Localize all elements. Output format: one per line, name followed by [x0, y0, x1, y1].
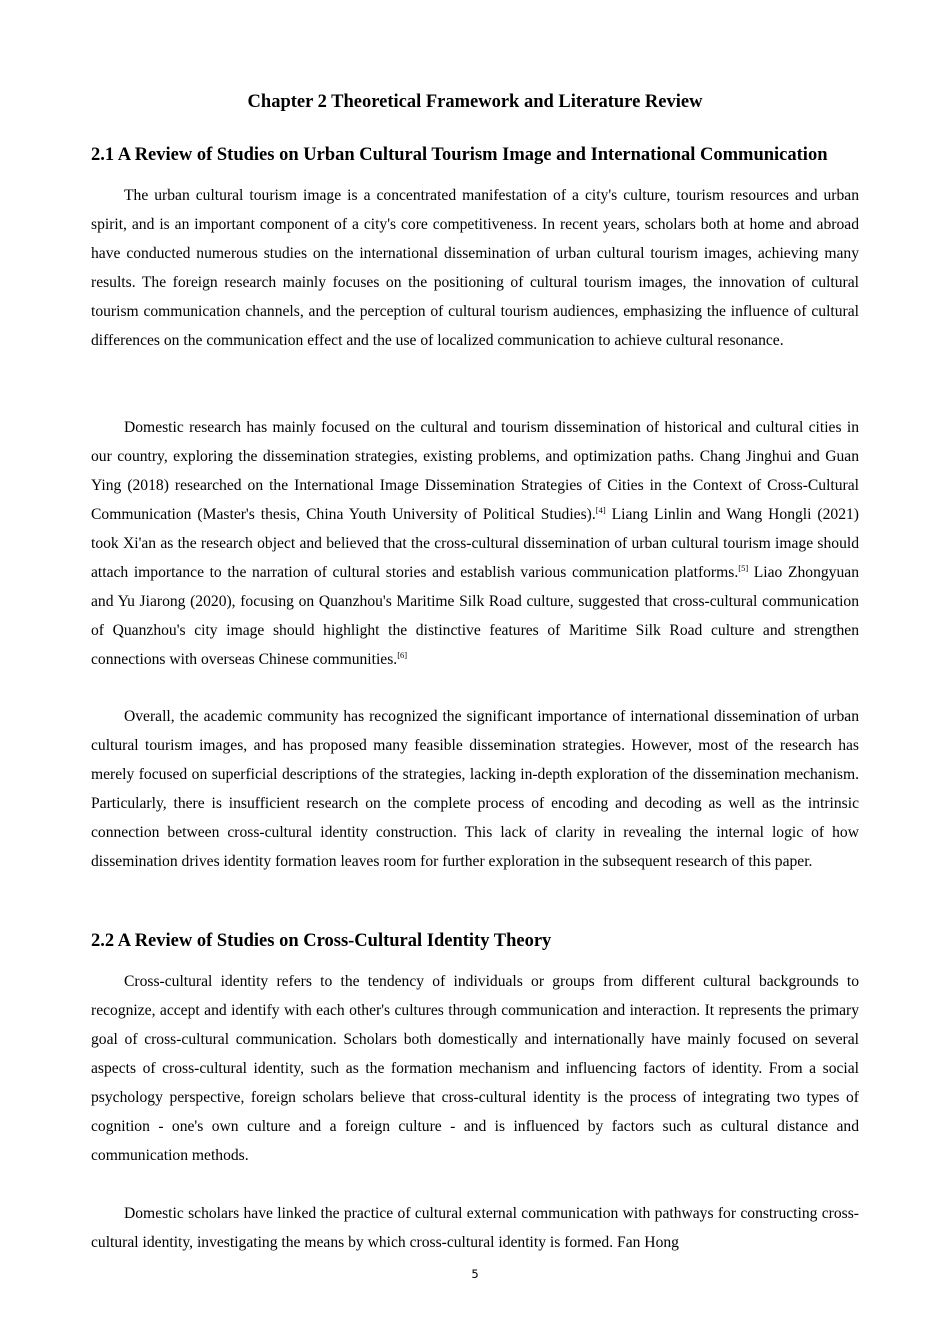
chapter-title: Chapter 2 Theoretical Framework and Literature Review	[247, 92, 703, 112]
paragraph: The urban cultural tourism image is a concentrated manifestation of a city's culture, tourism resources and urban spirit, and is an important component of a city's core competitiveness. In recent years, scholars both at home and abroad have conducted numerous studies on the international dissemination of urban cultural tourism images, achieving many results. The foreign research mainly focuses on the positioning of cultural tourism images, the innovation of cultural tourism communication channels, and the perception of cultural tourism audiences, emphasizing the influence of cultural differences on the communication effect and the use of localized communication to achieve cultural resonance.	[91, 187, 859, 349]
paragraph: Domestic scholars have linked the practice of cultural external communication with pathways for constructing cross-cultural identity, investigating the means by which cross-cultural identity is formed. Fan Hong	[91, 1205, 859, 1251]
paragraph-text: Liang Linlin and Wang Hongli (2021) took Xi'an as the research object and believed that the cross-cultural dissemination of urban cultural tourism image should attach importance to the narration of cultural stories and establish various communication platforms.	[91, 506, 859, 581]
paragraph	[91, 413, 859, 674]
paragraph-text: Liao Zhongyuan and Yu Jiarong (2020), focusing on Quanzhou's Maritime Silk Road culture, suggested that cross-cultural communication of Quanzhou's city image should highlight the distinctive features of Maritime Silk Road culture and strengthen connections with overseas Chinese communities.	[91, 564, 859, 668]
citation-ref: [5]	[738, 563, 749, 573]
paragraph: Overall, the academic community has recognized the significant importance of international dissemination of urban cultural tourism images, and has proposed many feasible dissemination strategies. However, most of the research has merely focused on superficial descriptions of the strategies, lacking in-depth exploration of the dissemination mechanism. Particularly, there is insufficient research on the complete process of encoding and decoding as well as the intrinsic connection between cross-cultural identity construction. This lack of clarity in revealing the internal logic of how dissemination drives identity formation leaves room for further exploration in the subsequent research of this paper.	[91, 708, 859, 870]
page-number: 5	[471, 1267, 479, 1281]
section-heading-2-1: 2.1 A Review of Studies on Urban Cultural Tourism Image and International Communication	[91, 145, 828, 165]
citation-ref: [6]	[397, 650, 408, 660]
paragraph-text: Domestic research has mainly focused on the cultural and tourism dissemination of historical and cultural cities in our country, exploring the dissemination strategies, existing problems, and optimization paths. Chang Jinghui and Guan Ying (2018) researched on the International Image Dissemination Strategies of Cities in the Context of Cross-Cultural Communication (Master's thesis, China Youth University of Political Studies).	[91, 419, 859, 523]
section-heading-2-2: 2.2 A Review of Studies on Cross-Cultural Identity Theory	[91, 931, 552, 951]
citation-ref: [4]	[595, 505, 606, 515]
paragraph: Cross-cultural identity refers to the tendency of individuals or groups from different cultural backgrounds to recognize, accept and identify with each other's cultures through communication and interaction. It represents the primary goal of cross-cultural communication. Scholars both domestically and internationally have mainly focused on several aspects of cross-cultural identity, such as the formation mechanism and influencing factors of identity. From a social psychology perspective, foreign scholars believe that cross-cultural identity is the process of integrating two types of cognition - one's own culture and a foreign culture - and is influenced by factors such as cultural distance and communication methods.	[91, 973, 859, 1164]
